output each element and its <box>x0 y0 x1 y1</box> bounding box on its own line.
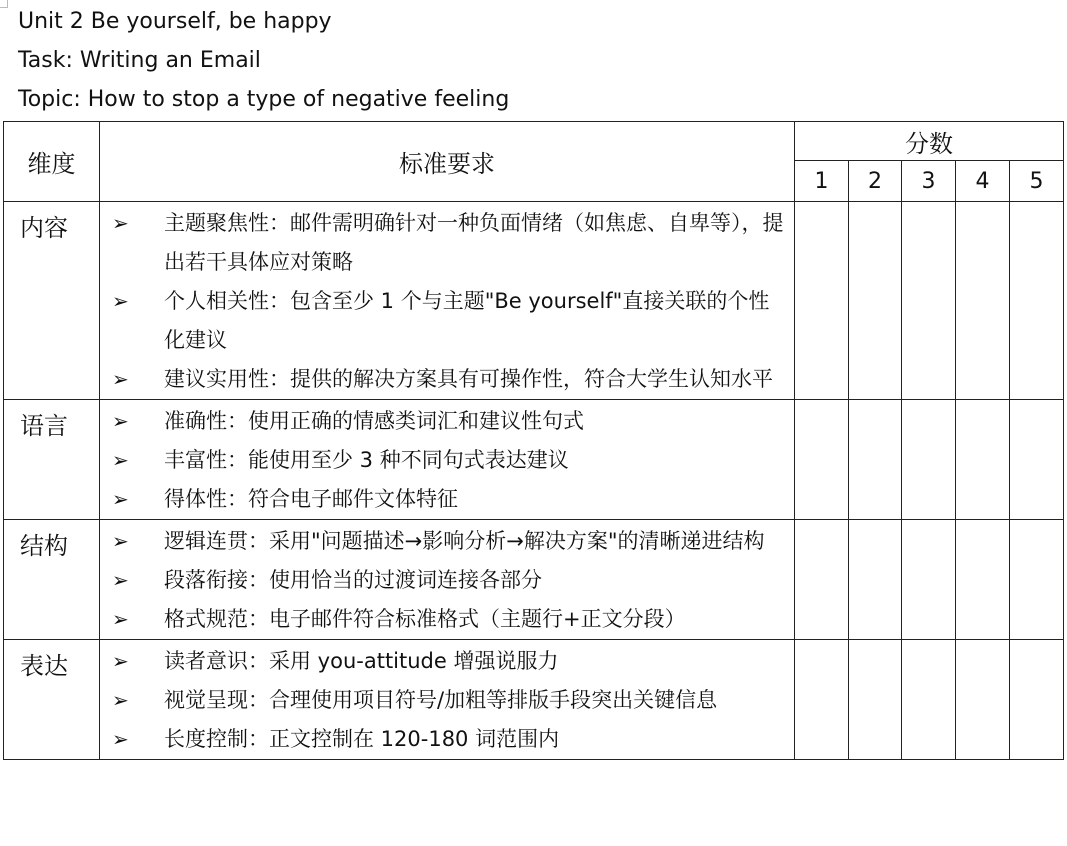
score-cell[interactable] <box>902 520 956 640</box>
arrow-bullet-icon: ➢ <box>112 607 129 631</box>
score-level-3: 3 <box>902 161 956 202</box>
criterion-item <box>100 600 794 639</box>
dimension-cell: 结构 <box>4 520 100 640</box>
criterion-text: 视觉呈现：合理使用项目符号/加粗等排版手段突出关键信息 <box>164 688 718 712</box>
arrow-bullet-icon: ➢ <box>112 529 129 553</box>
dimension-cell: 内容 <box>4 202 100 400</box>
criterion-item <box>100 681 794 720</box>
criterion-text: 格式规范：电子邮件符合标准格式（主题行+正文分段） <box>164 607 686 631</box>
arrow-bullet-icon: ➢ <box>112 727 129 751</box>
criterion-text: 主题聚焦性：邮件需明确针对一种负面情绪（如焦虑、自卑等），提出若干具体应对策略 <box>164 211 784 274</box>
score-cell[interactable] <box>956 202 1010 400</box>
standard-cell <box>100 400 795 520</box>
criterion-text: 长度控制：正文控制在 120-180 词范围内 <box>164 727 560 751</box>
criterion-item <box>100 360 794 399</box>
score-header: 分数 <box>795 122 1064 161</box>
score-cell[interactable] <box>795 640 849 760</box>
score-cell[interactable] <box>956 640 1010 760</box>
criterion-text: 建议实用性：提供的解决方案具有可操作性，符合大学生认知水平 <box>164 367 773 391</box>
score-cell[interactable] <box>956 520 1010 640</box>
criterion-item <box>100 480 794 519</box>
criterion-text: 段落衔接：使用恰当的过渡词连接各部分 <box>164 568 542 592</box>
criteria-row <box>4 520 1064 640</box>
topic-line: Topic: How to stop a type of negative feeling <box>18 87 510 112</box>
score-cell[interactable] <box>1010 202 1064 400</box>
arrow-bullet-icon: ➢ <box>112 409 129 433</box>
score-cell[interactable] <box>795 400 849 520</box>
rubric-table <box>3 121 1064 760</box>
score-cell[interactable] <box>795 202 849 400</box>
score-level-2: 2 <box>849 161 902 202</box>
arrow-bullet-icon: ➢ <box>112 448 129 472</box>
score-cell[interactable] <box>1010 640 1064 760</box>
criterion-text: 逻辑连贯：采用"问题描述→影响分析→解决方案"的清晰递进结构 <box>164 529 765 553</box>
score-cell[interactable] <box>849 640 902 760</box>
dimension-cell: 语言 <box>4 400 100 520</box>
score-cell[interactable] <box>849 400 902 520</box>
criterion-item <box>100 402 794 441</box>
score-level-4: 4 <box>956 161 1010 202</box>
criterion-text: 准确性：使用正确的情感类词汇和建议性句式 <box>164 409 584 433</box>
arrow-bullet-icon: ➢ <box>112 487 129 511</box>
criterion-item <box>100 561 794 600</box>
unit-title: Unit 2 Be yourself, be happy <box>18 9 332 34</box>
arrow-bullet-icon: ➢ <box>112 649 129 673</box>
criterion-item <box>100 204 794 282</box>
score-cell[interactable] <box>902 202 956 400</box>
score-level-5: 5 <box>1010 161 1064 202</box>
arrow-bullet-icon: ➢ <box>112 367 129 391</box>
dimension-header: 维度 <box>4 122 100 202</box>
arrow-bullet-icon: ➢ <box>112 211 129 235</box>
criterion-text: 得体性：符合电子邮件文体特征 <box>164 487 458 511</box>
criteria-row <box>4 202 1064 400</box>
score-cell[interactable] <box>902 640 956 760</box>
criterion-text: 读者意识：采用 you-attitude 增强说服力 <box>164 649 559 673</box>
criteria-row <box>4 400 1064 520</box>
standard-cell <box>100 520 795 640</box>
criterion-item <box>100 282 794 360</box>
criterion-item <box>100 441 794 480</box>
score-cell[interactable] <box>956 400 1010 520</box>
score-cell[interactable] <box>849 520 902 640</box>
standard-cell <box>100 202 795 400</box>
criterion-item <box>100 642 794 681</box>
score-level-1: 1 <box>795 161 849 202</box>
criterion-item <box>100 720 794 759</box>
arrow-bullet-icon: ➢ <box>112 289 129 313</box>
score-cell[interactable] <box>795 520 849 640</box>
score-cell[interactable] <box>1010 400 1064 520</box>
page-corner-mark <box>0 0 8 8</box>
criterion-text: 个人相关性：包含至少 1 个与主题"Be yourself"直接关联的个性化建议 <box>164 289 770 352</box>
standard-cell <box>100 640 795 760</box>
score-cell[interactable] <box>849 202 902 400</box>
standard-header: 标准要求 <box>100 122 795 202</box>
table-header-row <box>4 122 1064 161</box>
score-cell[interactable] <box>1010 520 1064 640</box>
criteria-row <box>4 640 1064 760</box>
criterion-item <box>100 522 794 561</box>
arrow-bullet-icon: ➢ <box>112 688 129 712</box>
criterion-text: 丰富性：能使用至少 3 种不同句式表达建议 <box>164 448 569 472</box>
score-cell[interactable] <box>902 400 956 520</box>
task-line: Task: Writing an Email <box>18 48 261 73</box>
dimension-cell: 表达 <box>4 640 100 760</box>
arrow-bullet-icon: ➢ <box>112 568 129 592</box>
